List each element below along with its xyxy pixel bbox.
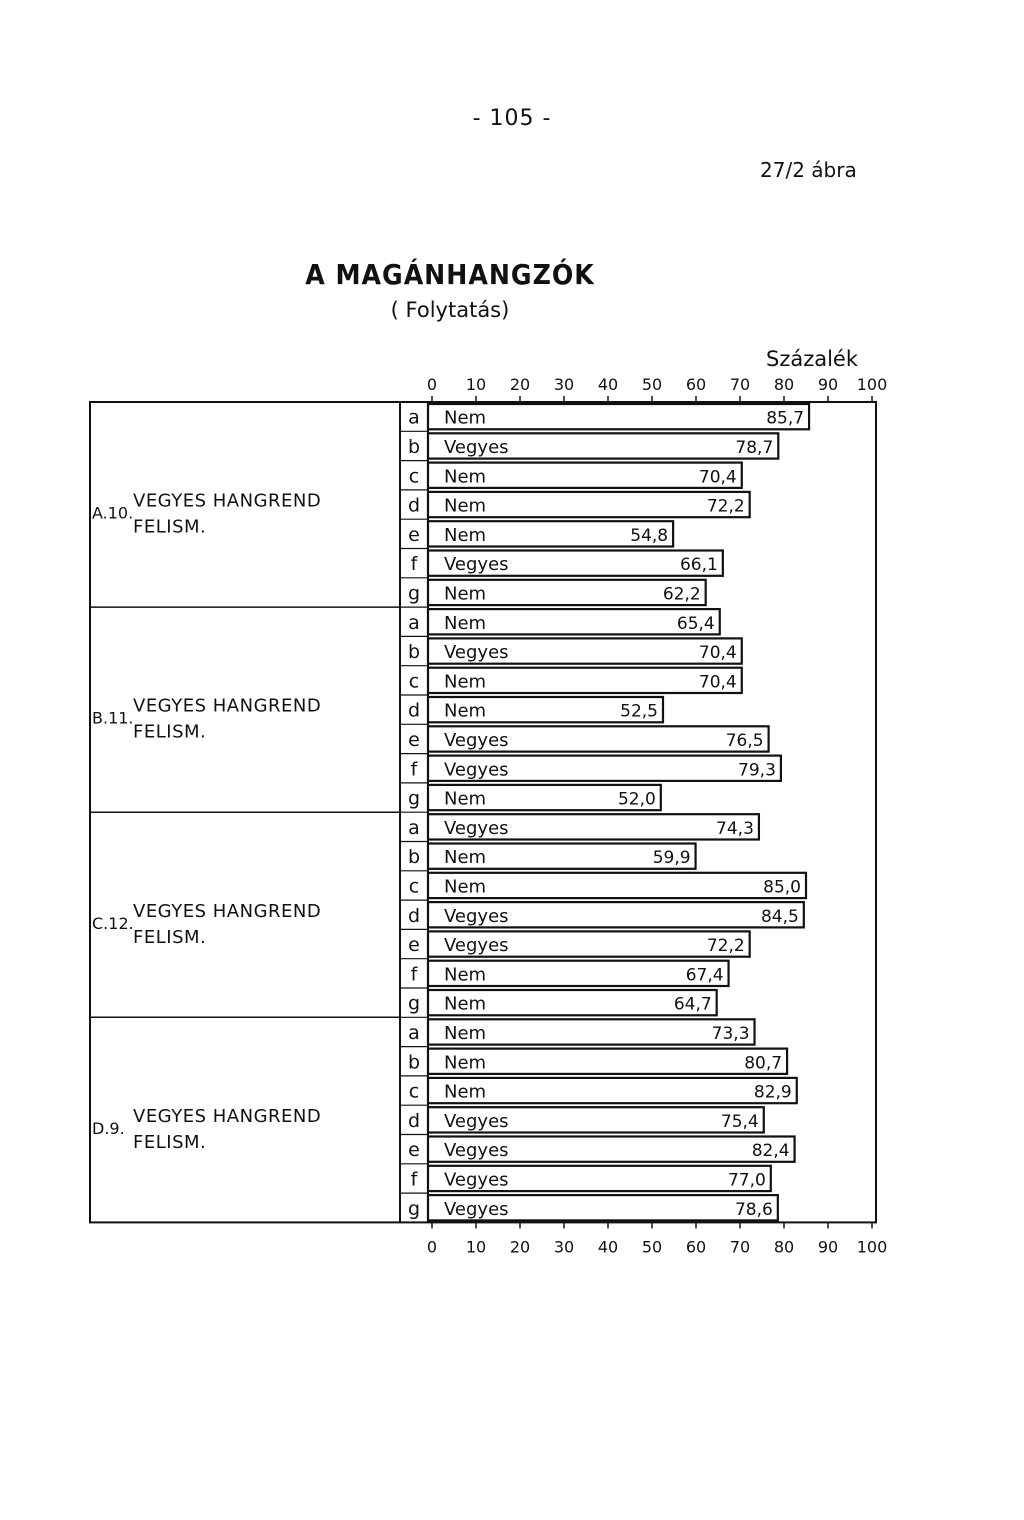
row-letter: f [410,1168,418,1191]
bar-value-label: 66,1 [679,555,718,576]
x-tick-label-bottom: 70 [729,1237,751,1257]
bar-category-label: Nem [444,847,487,869]
x-tick-label-top: 10 [465,375,487,394]
bar-value-label: 67,4 [685,965,724,986]
bar-value-label: 54,8 [630,525,669,546]
bar-category-label: Vegyes [444,935,509,957]
x-tick-label-top: 30 [553,375,575,394]
bar-value-label: 77,0 [727,1170,766,1191]
group-label-line2: FELISM. [133,926,207,948]
group-label-line1: VEGYES HANGREND [133,695,322,717]
chart-subtitle: ( Folytatás) [390,298,510,322]
bar-category-label: Nem [444,583,487,605]
row-letter: g [407,582,421,605]
row-letter: c [408,875,420,898]
group-label-line1: VEGYES HANGREND [133,490,322,512]
x-tick-label-top: 80 [773,375,795,394]
bar-category-label: Vegyes [444,1198,509,1220]
row-letter: g [407,1197,421,1220]
row-letter: e [408,523,420,546]
bar-value-label: 82,4 [751,1141,790,1162]
group-label-line1: VEGYES HANGREND [133,900,322,922]
row-letter: a [408,406,420,429]
bar-category-label: Vegyes [444,1140,509,1162]
bar-value-label: 74,3 [716,818,754,839]
bar-category-label: Nem [444,993,487,1015]
bar-value-label: 52,0 [617,789,656,810]
row-letter: a [408,611,420,634]
group-label-line2: FELISM. [133,516,207,538]
bar-category-label: Nem [444,1052,487,1074]
page-number: - 105 - [472,106,552,131]
row-letter: a [408,1021,420,1044]
bar-category-label: Nem [444,700,487,722]
bar-value-label: 80,7 [744,1053,783,1074]
bar-category-label: Nem [444,1081,487,1103]
row-letter: c [408,1080,420,1103]
bar-category-label: Nem [444,407,487,429]
bar-value-label: 70,4 [698,643,737,664]
x-tick-label-bottom: 90 [817,1237,839,1257]
bar-value-label: 76,5 [725,730,764,751]
bar-value-label: 82,9 [753,1082,792,1103]
row-letter: f [410,553,418,576]
bar-category-label: Vegyes [444,1110,509,1132]
row-letter: g [407,787,421,810]
bar-category-label: Vegyes [444,436,509,458]
x-tick-label-top: 100 [856,375,888,394]
group-code: A.10. [92,503,134,523]
x-tick-label-bottom: 0 [426,1237,438,1257]
x-tick-label-top: 90 [817,375,839,394]
bar-category-label: Vegyes [444,642,509,664]
row-letter: g [407,992,421,1015]
bar-category-label: Nem [444,964,487,986]
row-letter: d [407,699,421,722]
x-tick-label-bottom: 40 [597,1237,619,1257]
x-tick-label-top: 40 [597,375,619,394]
x-tick-label-top: 50 [641,375,663,394]
row-letter: d [407,1109,421,1132]
bar-value-label: 72,2 [706,936,745,957]
bar-value-label: 84,5 [760,906,799,927]
bar-value-label: 65,4 [676,613,715,634]
x-tick-label-top: 70 [729,375,751,394]
bar-category-label: Nem [444,495,487,517]
row-letter: d [407,904,421,927]
bar-value-label: 75,4 [720,1111,759,1132]
bar-value-label: 52,5 [620,701,658,722]
row-letter: c [408,670,420,693]
x-tick-label-top: 0 [426,375,438,394]
x-tick-label-bottom: 100 [856,1237,888,1257]
row-letter: b [407,846,421,869]
bar-value-label: 73,3 [711,1023,750,1044]
x-tick-label-bottom: 30 [553,1237,575,1257]
bar-value-label: 59,9 [652,848,691,869]
group-code: D.9. [92,1118,125,1138]
bar-category-label: Nem [444,876,487,898]
row-letter: e [408,1139,420,1162]
row-letter: d [407,494,421,517]
bar-category-label: Nem [444,671,487,693]
bar-value-label: 72,2 [706,496,745,517]
bar-category-label: Vegyes [444,554,509,576]
group-code: B.11. [92,708,134,728]
x-axis-title: Százalék [765,347,859,371]
x-tick-label-bottom: 10 [465,1237,487,1257]
row-letter: b [407,435,421,458]
group-code: C.12. [92,913,134,933]
x-tick-label-bottom: 50 [641,1237,663,1257]
row-letter: c [408,465,420,488]
row-letter: f [410,758,418,781]
bar-category-label: Vegyes [444,729,509,751]
bar-value-label: 78,6 [734,1199,773,1220]
x-tick-label-bottom: 60 [685,1237,707,1257]
bar-value-label: 64,7 [673,994,712,1015]
x-tick-label-bottom: 80 [773,1237,795,1257]
bar-value-label: 85,7 [766,408,805,429]
bar-category-label: Vegyes [444,759,509,781]
group-label-line2: FELISM. [133,721,207,743]
bar-category-label: Nem [444,466,487,488]
bar-value-label: 78,7 [735,437,774,458]
bar-category-label: Nem [444,1022,487,1044]
row-letter: a [408,816,420,839]
chart-title: A MAGÁNHANGZÓK [305,258,595,291]
bar-category-label: Vegyes [444,817,509,839]
row-letter: f [410,963,418,986]
row-letter: b [407,641,421,664]
group-label-line1: VEGYES HANGREND [133,1105,322,1127]
bar-value-label: 70,4 [698,672,737,693]
bar-category-label: Nem [444,612,487,634]
row-letter: b [407,1051,421,1074]
bar-category-label: Nem [444,788,487,810]
x-tick-label-top: 60 [685,375,707,394]
bar-category-label: Vegyes [444,905,509,927]
bar-value-label: 70,4 [698,467,737,488]
figure-reference: 27/2 ábra [760,158,857,182]
bar-category-label: Vegyes [444,1169,509,1191]
row-letter: e [408,934,420,957]
bar-value-label: 62,2 [662,584,701,605]
group-label-line2: FELISM. [133,1131,207,1153]
bar-value-label: 79,3 [738,760,776,781]
bar-category-label: Nem [444,524,487,546]
bar-value-label: 85,0 [763,877,801,898]
x-tick-label-bottom: 20 [509,1237,531,1257]
row-letter: e [408,728,420,751]
x-tick-label-top: 20 [509,375,531,394]
